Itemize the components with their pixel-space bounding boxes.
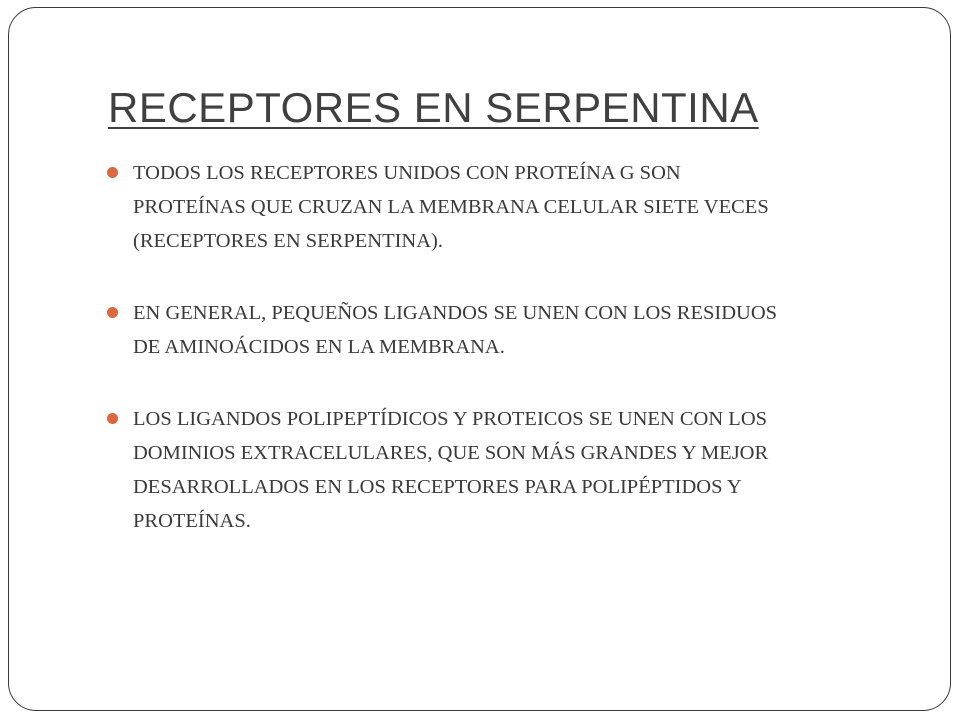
- bullet-text: LOS LIGANDOS POLIPEPTÍDICOS Y PROTEICOS SE UNEN CON LOS DOMINIOS EXTRACELULARES, QUE SON MÁS GRANDES Y MEJOR DESARROLLADOS EN LOS RECEPTORES PARA POLIPÉPTIDOS Y PROTEÍNAS.: [133, 408, 769, 532]
- bullet-text: TODOS LOS RECEPTORES UNIDOS CON PROTEÍNA G SON PROTEÍNAS QUE CRUZAN LA MEMBRANA CELULAR SIETE VECES (RECEPTORES EN SERPENTINA).: [133, 162, 769, 252]
- bullet-list: [105, 156, 895, 576]
- bullet-text: EN GENERAL, PEQUEÑOS LIGANDOS SE UNEN CON LOS RESIDUOS DE AMINOÁCIDOS EN LA MEMBRANA.: [133, 302, 778, 358]
- bullet-marker-icon: [107, 167, 118, 178]
- bullet-item: [105, 402, 895, 538]
- bullet-item: [105, 156, 895, 258]
- bullet-item: [105, 296, 895, 364]
- bullet-marker-icon: [107, 413, 118, 424]
- slide-title: RECEPTORES EN SERPENTINA: [108, 84, 759, 131]
- bullet-marker-icon: [107, 307, 118, 318]
